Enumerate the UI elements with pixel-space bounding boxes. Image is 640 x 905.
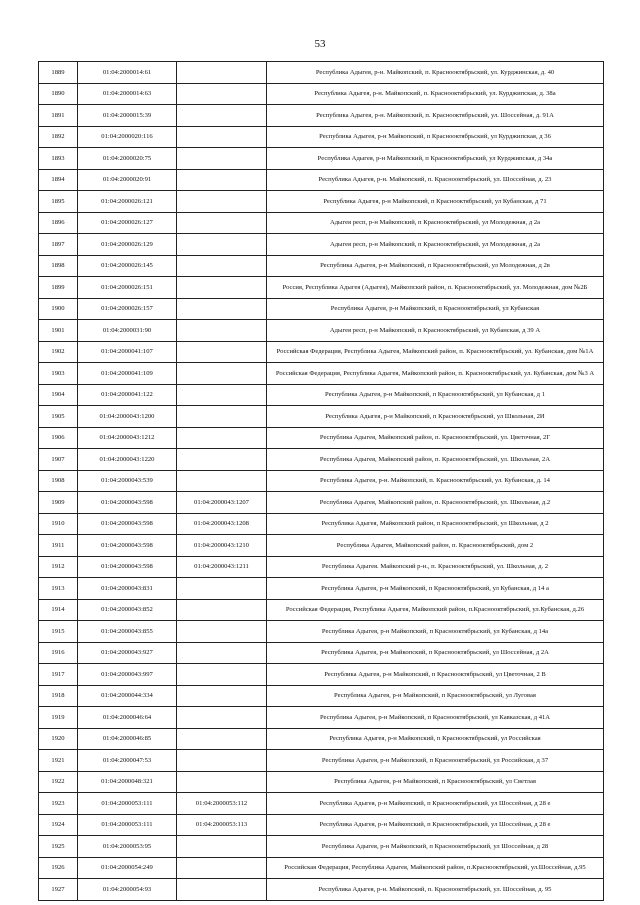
row-number-cell: 1908: [39, 470, 78, 492]
address-cell: Российская Федерация, Республика Адыгея, Майкопский район, п. Краснооктябрьский, ул. Кубанская, дом №1А: [267, 341, 604, 363]
cadastral-number-cell: 01:04:2000048:321: [78, 771, 177, 793]
table-row: [39, 126, 604, 148]
cadastral-number-cell: 01:04:2000026:157: [78, 298, 177, 320]
table-row: [39, 685, 604, 707]
row-number-cell: 1894: [39, 169, 78, 191]
address-cell: Адыгея респ, р-н Майкопский, п Краснооктябрьский, ул Молодежная, д 2а: [267, 234, 604, 256]
cadastral-number-cell: 01:04:2000043:598: [78, 535, 177, 557]
linked-cadastral-number-cell: [177, 771, 267, 793]
address-cell: Адыгея респ, р-н Майкопский, п Краснооктябрьский, ул Кубанская, д 39 А: [267, 320, 604, 342]
cadastral-number-cell: 01:04:2000026:145: [78, 255, 177, 277]
linked-cadastral-number-cell: [177, 363, 267, 385]
linked-cadastral-number-cell: [177, 320, 267, 342]
address-cell: Республика Адыгея, р-н Майкопский, п Краснооктябрьский, ул Школьная, 2И: [267, 406, 604, 428]
cadastral-number-cell: 01:04:2000047:53: [78, 750, 177, 772]
row-number-cell: 1922: [39, 771, 78, 793]
row-number-cell: 1906: [39, 427, 78, 449]
linked-cadastral-number-cell: 01:04:2000043:1211: [177, 556, 267, 578]
linked-cadastral-number-cell: [177, 707, 267, 729]
table-row: [39, 363, 604, 385]
address-cell: Республика Адыгея, р-н. Майкопский, п. Краснооктябрьский, ул. Шоссейная, д. 95: [267, 879, 604, 901]
registry-body: [39, 62, 604, 901]
address-cell: Республика Адыгея. Майкопский р-н., п. Краснооктябрьский, ул. Школьная, д. 2: [267, 556, 604, 578]
address-cell: Республика Адыгея, Майкопский район, п. Краснооктябрьский, ул. Школьная, 2А: [267, 449, 604, 471]
address-cell: Республика Адыгея, р-н Майкопский, п Краснооктябрьский, ул Кубанская: [267, 298, 604, 320]
cadastral-number-cell: 01:04:2000043:1212: [78, 427, 177, 449]
linked-cadastral-number-cell: [177, 298, 267, 320]
row-number-cell: 1889: [39, 62, 78, 84]
cadastral-number-cell: 01:04:2000043:598: [78, 513, 177, 535]
linked-cadastral-number-cell: [177, 148, 267, 170]
cadastral-number-cell: 01:04:2000053:95: [78, 836, 177, 858]
table-row: [39, 879, 604, 901]
linked-cadastral-number-cell: [177, 642, 267, 664]
address-cell: Республика Адыгея, р-н Майкопский, п Краснооктябрьский, ул Кубанская, д 71: [267, 191, 604, 213]
linked-cadastral-number-cell: [177, 685, 267, 707]
address-cell: Российская Федерация, Республика Адыгея, Майкопский район, п.Краснооктябрьский, ул.Кубанская, д.26: [267, 599, 604, 621]
linked-cadastral-number-cell: 01:04:2000043:1208: [177, 513, 267, 535]
row-number-cell: 1924: [39, 814, 78, 836]
cadastral-number-cell: 01:04:2000015:39: [78, 105, 177, 127]
cadastral-number-cell: 01:04:2000043:831: [78, 578, 177, 600]
row-number-cell: 1927: [39, 879, 78, 901]
table-row: [39, 277, 604, 299]
table-row: [39, 513, 604, 535]
cadastral-number-cell: 01:04:2000020:116: [78, 126, 177, 148]
linked-cadastral-number-cell: [177, 728, 267, 750]
linked-cadastral-number-cell: [177, 470, 267, 492]
cadastral-number-cell: 01:04:2000026:121: [78, 191, 177, 213]
table-row: [39, 814, 604, 836]
row-number-cell: 1926: [39, 857, 78, 879]
cadastral-number-cell: 01:04:2000026:127: [78, 212, 177, 234]
linked-cadastral-number-cell: [177, 750, 267, 772]
linked-cadastral-number-cell: [177, 234, 267, 256]
table-row: [39, 836, 604, 858]
cadastral-number-cell: 01:04:2000054:93: [78, 879, 177, 901]
table-row: [39, 707, 604, 729]
linked-cadastral-number-cell: [177, 857, 267, 879]
row-number-cell: 1911: [39, 535, 78, 557]
cadastral-number-cell: 01:04:2000020:91: [78, 169, 177, 191]
table-row: [39, 83, 604, 105]
table-row: [39, 191, 604, 213]
linked-cadastral-number-cell: 01:04:2000043:1210: [177, 535, 267, 557]
cadastral-number-cell: 01:04:2000053:111: [78, 814, 177, 836]
table-row: [39, 599, 604, 621]
row-number-cell: 1909: [39, 492, 78, 514]
address-cell: Республика Адыгея, р-н Майкопский, п Краснооктябрьский, ул Цветочная, 2 В: [267, 664, 604, 686]
row-number-cell: 1919: [39, 707, 78, 729]
linked-cadastral-number-cell: [177, 406, 267, 428]
linked-cadastral-number-cell: 01:04:2000043:1207: [177, 492, 267, 514]
address-cell: Республика Адыгея, Майкопский район, п. Краснооктябрьский, дом 2: [267, 535, 604, 557]
address-cell: Республика Адыгея, Майкопский район, п Краснооктябрьский, ул Школьная, д 2: [267, 513, 604, 535]
row-number-cell: 1905: [39, 406, 78, 428]
address-cell: Республика Адыгея, р-н Майкопский, п Краснооктябрьский, ул Российская, д 37: [267, 750, 604, 772]
row-number-cell: 1891: [39, 105, 78, 127]
row-number-cell: 1895: [39, 191, 78, 213]
cadastral-number-cell: 01:04:2000044:334: [78, 685, 177, 707]
address-cell: Республика Адыгея, р-н Майкопский, п Краснооктябрьский, ул Шоссейная, д 28 е: [267, 814, 604, 836]
address-cell: Республика Адыгея, р-н. Майкопский, п. Краснооктябрьский, ул. Шоссейная, д. 23: [267, 169, 604, 191]
address-cell: Республика Адыгея, р-н Майкопский, п Краснооктябрьский, ул Российская: [267, 728, 604, 750]
linked-cadastral-number-cell: 01:04:2000053:113: [177, 814, 267, 836]
table-row: [39, 234, 604, 256]
cadastral-number-cell: 01:04:2000043:1220: [78, 449, 177, 471]
table-row: [39, 255, 604, 277]
linked-cadastral-number-cell: [177, 83, 267, 105]
cadastral-number-cell: 01:04:2000043:598: [78, 556, 177, 578]
table-row: [39, 449, 604, 471]
cadastral-number-cell: 01:04:2000043:855: [78, 621, 177, 643]
cadastral-number-cell: 01:04:2000014:61: [78, 62, 177, 84]
table-row: [39, 341, 604, 363]
linked-cadastral-number-cell: [177, 277, 267, 299]
linked-cadastral-number-cell: [177, 105, 267, 127]
row-number-cell: 1904: [39, 384, 78, 406]
cadastral-number-cell: 01:04:2000046:85: [78, 728, 177, 750]
table-row: [39, 105, 604, 127]
row-number-cell: 1902: [39, 341, 78, 363]
linked-cadastral-number-cell: [177, 449, 267, 471]
table-row: [39, 384, 604, 406]
table-row: [39, 535, 604, 557]
cadastral-number-cell: 01:04:2000046:64: [78, 707, 177, 729]
linked-cadastral-number-cell: [177, 255, 267, 277]
table-row: [39, 298, 604, 320]
table-row: [39, 427, 604, 449]
row-number-cell: 1921: [39, 750, 78, 772]
table-row: [39, 470, 604, 492]
linked-cadastral-number-cell: [177, 169, 267, 191]
linked-cadastral-number-cell: [177, 664, 267, 686]
table-row: [39, 771, 604, 793]
page-number: 53: [314, 38, 326, 50]
address-cell: Республика Адыгея, Майкопский район, п. Краснооктябрьский, ул. Цветочная, 2Г: [267, 427, 604, 449]
address-cell: Адыгея респ, р-н Майкопский, п Краснооктябрьский, ул Молодежная, д 2а: [267, 212, 604, 234]
cadastral-number-cell: 01:04:2000041:109: [78, 363, 177, 385]
row-number-cell: 1914: [39, 599, 78, 621]
cadastral-number-cell: 01:04:2000054:249: [78, 857, 177, 879]
cadastral-number-cell: 01:04:2000043:852: [78, 599, 177, 621]
address-cell: Республика Адыгея, р-н Майкопский, п Краснооктябрьский, ул Светлая: [267, 771, 604, 793]
address-cell: Республика Адыгея, р-н Майкопский, п Краснооктябрьский, ул Курджипская, д 34а: [267, 148, 604, 170]
table-row: [39, 728, 604, 750]
linked-cadastral-number-cell: [177, 341, 267, 363]
table-row: [39, 793, 604, 815]
table-row: [39, 621, 604, 643]
table-row: [39, 169, 604, 191]
address-cell: Россия, Республика Адыгея (Адыгея), Майкопский район, п. Краснооктябрьский, ул. Молодежная, дом №2Б: [267, 277, 604, 299]
row-number-cell: 1910: [39, 513, 78, 535]
address-cell: Республика Адыгея, р-н. Майкопский, п. Краснооктябрьский, ул. Курджипская, д. 38а: [267, 83, 604, 105]
row-number-cell: 1903: [39, 363, 78, 385]
row-number-cell: 1915: [39, 621, 78, 643]
linked-cadastral-number-cell: [177, 578, 267, 600]
address-cell: Российская Федерация, Республика Адыгея, Майкопский район, п.Краснооктябрьский, ул.Шоссейная, д.95: [267, 857, 604, 879]
table-row: [39, 148, 604, 170]
address-cell: Республика Адыгея, р-н Майкопский, п Краснооктябрьский, ул Луговая: [267, 685, 604, 707]
address-cell: Республика Адыгея, р-н. Майкопский, п. Краснооктябрьский, ул. Курджинская, д. 40: [267, 62, 604, 84]
cadastral-number-cell: 01:04:2000043:997: [78, 664, 177, 686]
linked-cadastral-number-cell: [177, 212, 267, 234]
linked-cadastral-number-cell: [177, 879, 267, 901]
row-number-cell: 1913: [39, 578, 78, 600]
row-number-cell: 1900: [39, 298, 78, 320]
linked-cadastral-number-cell: [177, 621, 267, 643]
address-cell: Республика Адыгея, р-н Майкопский, п Краснооктябрьский, ул Шоссейная, д 28: [267, 836, 604, 858]
cadastral-number-cell: 01:04:2000053:111: [78, 793, 177, 815]
cadastral-number-cell: 01:04:2000043:1200: [78, 406, 177, 428]
row-number-cell: 1890: [39, 83, 78, 105]
linked-cadastral-number-cell: [177, 191, 267, 213]
address-cell: Республика Адыгея, Майкопский район, п. Краснооктябрьский, ул. Школьная, д.2: [267, 492, 604, 514]
linked-cadastral-number-cell: [177, 427, 267, 449]
row-number-cell: 1918: [39, 685, 78, 707]
address-cell: Республика Адыгея, р-н Майкопский, п Краснооктябрьский, ул Кубанская, д 14а: [267, 621, 604, 643]
address-cell: Республика Адыгея, р-н. Майкопский, п. Краснооктябрьский, ул. Кубанская, д. 14: [267, 470, 604, 492]
linked-cadastral-number-cell: [177, 599, 267, 621]
table-row: [39, 62, 604, 84]
address-cell: Республика Адыгея, р-н Майкопский, п Краснооктябрьский, ул Шоссейная, д 2А: [267, 642, 604, 664]
table-row: [39, 857, 604, 879]
row-number-cell: 1917: [39, 664, 78, 686]
table-row: [39, 642, 604, 664]
cadastral-number-cell: 01:04:2000026:151: [78, 277, 177, 299]
address-cell: Республика Адыгея, р-н Майкопский, п Краснооктябрьский, ул Шоссейная, д 28 е: [267, 793, 604, 815]
table-row: [39, 320, 604, 342]
row-number-cell: 1912: [39, 556, 78, 578]
table-row: [39, 664, 604, 686]
linked-cadastral-number-cell: [177, 126, 267, 148]
row-number-cell: 1897: [39, 234, 78, 256]
linked-cadastral-number-cell: [177, 836, 267, 858]
address-cell: Республика Адыгея, р-н Майкопский, п Краснооктябрьский, ул Молодежная, д 2в: [267, 255, 604, 277]
cadastral-number-cell: 01:04:2000020:75: [78, 148, 177, 170]
table-row: [39, 406, 604, 428]
row-number-cell: 1899: [39, 277, 78, 299]
row-number-cell: 1898: [39, 255, 78, 277]
table-row: [39, 750, 604, 772]
cadastral-number-cell: 01:04:2000014:63: [78, 83, 177, 105]
address-cell: Российская Федерация, Республика Адыгея, Майкопский район, п. Краснооктябрьский, ул. Кубанская, дом №3 А: [267, 363, 604, 385]
linked-cadastral-number-cell: [177, 62, 267, 84]
cadastral-number-cell: 01:04:2000043:539: [78, 470, 177, 492]
table-row: [39, 556, 604, 578]
row-number-cell: 1925: [39, 836, 78, 858]
row-number-cell: 1907: [39, 449, 78, 471]
address-cell: Республика Адыгея, р-н Майкопский, п Краснооктябрьский, ул Курджипская, д 36: [267, 126, 604, 148]
cadastral-number-cell: 01:04:2000041:107: [78, 341, 177, 363]
row-number-cell: 1892: [39, 126, 78, 148]
address-cell: Республика Адыгея, р-н Майкопский, п Краснооктябрьский, ул Кубанская, д 14 а: [267, 578, 604, 600]
table-row: [39, 578, 604, 600]
table-row: [39, 492, 604, 514]
row-number-cell: 1923: [39, 793, 78, 815]
cadastral-number-cell: 01:04:2000041:122: [78, 384, 177, 406]
address-cell: Республика Адыгея, р-н. Майкопский, п. Краснооктябрьский, ул. Шоссейная, д. 91А: [267, 105, 604, 127]
row-number-cell: 1901: [39, 320, 78, 342]
address-cell: Республика Адыгея, р-н Майкопский, п Краснооктябрьский, ул Кавказская, д 41А: [267, 707, 604, 729]
linked-cadastral-number-cell: [177, 384, 267, 406]
table-row: [39, 212, 604, 234]
registry-table: [38, 61, 604, 901]
cadastral-number-cell: 01:04:2000043:927: [78, 642, 177, 664]
linked-cadastral-number-cell: 01:04:2000053:112: [177, 793, 267, 815]
cadastral-number-cell: 01:04:2000043:598: [78, 492, 177, 514]
row-number-cell: 1920: [39, 728, 78, 750]
cadastral-number-cell: 01:04:2000031:90: [78, 320, 177, 342]
row-number-cell: 1916: [39, 642, 78, 664]
address-cell: Республика Адыгея, р-н Майкопский, п Краснооктябрьский, ул Кубанская, д 1: [267, 384, 604, 406]
cadastral-number-cell: 01:04:2000026:129: [78, 234, 177, 256]
row-number-cell: 1896: [39, 212, 78, 234]
row-number-cell: 1893: [39, 148, 78, 170]
